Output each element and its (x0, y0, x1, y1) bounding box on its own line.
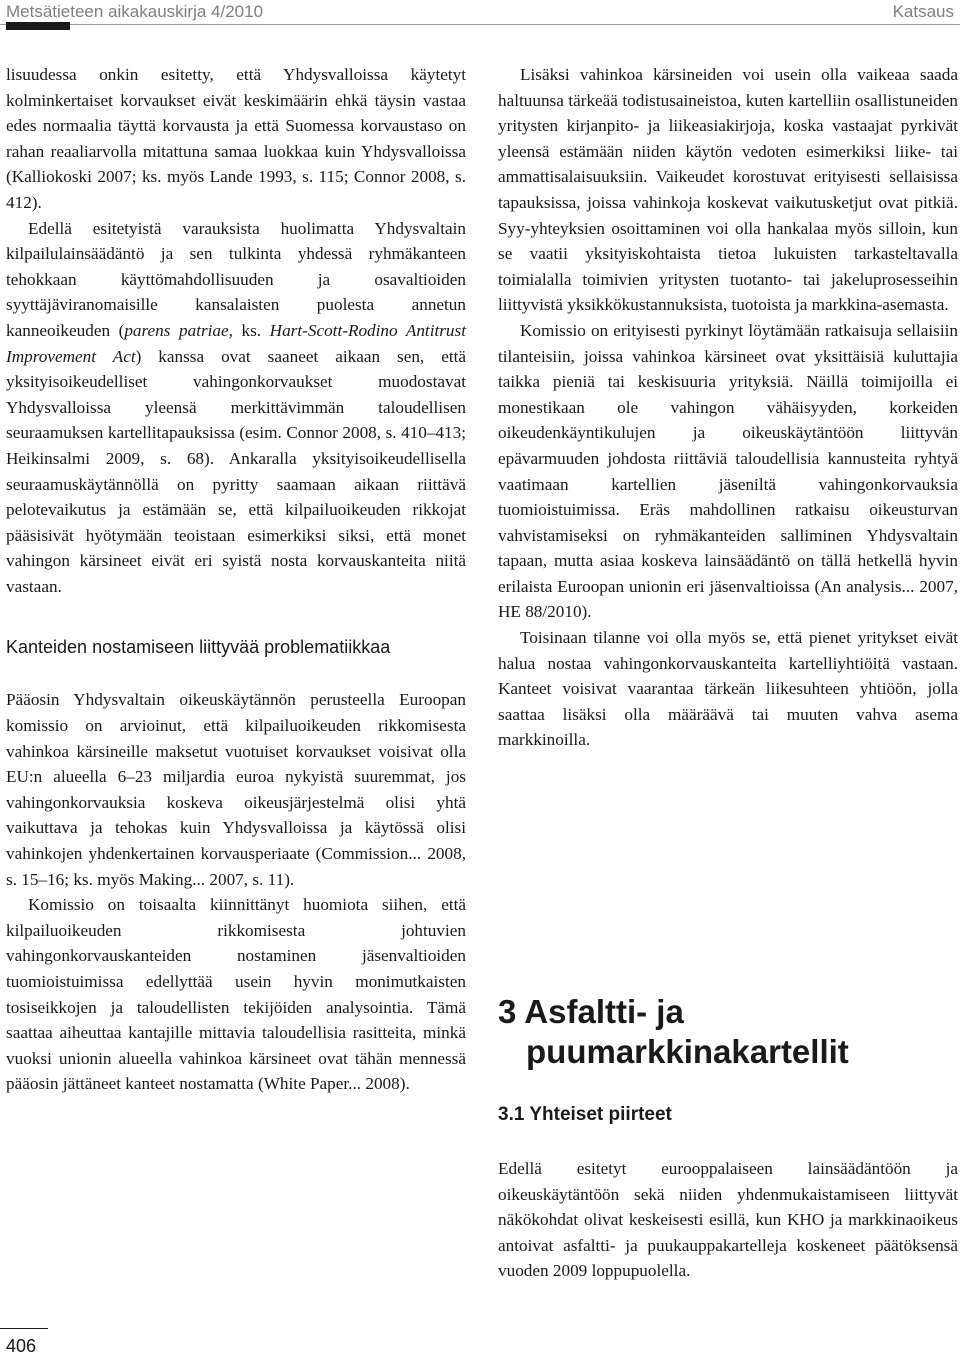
section-heading: 3.1 Yhteiset piirteet (498, 1104, 672, 1125)
italic-term: Hart-Scott-Rodino Antitrust Improvement Act (6, 320, 466, 366)
header-rule (0, 24, 960, 25)
paragraph-text: ks. (232, 320, 270, 340)
page-header (0, 0, 960, 36)
paragraph: Pääosin Yhdysvaltain oikeuskäytännön perusteella Euroopan komissio on arvioinut, että kilpailuoikeuden rikkomisesta vahinkoa kärsineille maksetut vuotuiset korvaukset voisivat olla EU:n alueella 6–23 miljardia euroa nykyistä suuremmat, jos vahingonkorvauksia koskeva oikeusjärjestelmä olisi yhtä vaikuttava ja tehokas kuin Yhdysvalloissa ja käytössä olisi vahinkojen yhdenkertainen korvausperiaate (Commission... 2008, s. 15–16; ks. myös Making... 2007, s. 11). (6, 690, 466, 889)
paragraph: lisuudessa onkin esitetty, että Yhdysvalloissa käytetyt kolminkertaiset korvaukset eivät keskimäärin ehkä täysin vastaa edes normaalia täyttä korvausta ja että Suomessa korvaustaso on rahan reaaliarvolla mitattuna samaa luokkaa kuin Yhdysvalloissa (Kalliokoski 2007; ks. myös Lande 1993, s. 115; Connor 2008, s. 412). (6, 65, 466, 212)
page-number: 406 (6, 1336, 37, 1356)
header-bar (6, 22, 70, 30)
footer-rule (0, 1328, 48, 1329)
subheading: Kanteiden nostamiseen liittyvää problematiikkaa (6, 637, 391, 658)
paragraph-text: Edellä esitetyistä varauksista huolimatta Yhdysvaltain kilpailulainsäädäntö ja sen tulkinta yhdessä ryhmäkanteen tehokkaan käyttömahdollisuuden ja osavaltioiden syyttäjäviranomaisille kansalaisten puolesta annetun kanneoikeuden ( (6, 218, 466, 340)
chapter-heading: 3 Asfaltti- ja puumarkkinakartellit (498, 993, 849, 1070)
paragraph: Edellä esitetyt eurooppalaiseen lainsäädäntöön ja oikeuskäytäntöön sekä niiden yhdenmukaistamiseen liittyvät näkökohdat olivat keskeisesti esillä, kun KHO ja markkinaoikeus antoivat asfaltti- ja puukauppakartelleja koskeneet päätöksensä vuoden 2009 loppupuolella. (498, 1159, 958, 1281)
journal-title: Metsätieteen aikakauskirja 4/2010 (6, 2, 264, 21)
paragraph: Toisinaan tilanne voi olla myös se, että pienet yritykset eivät halua nostaa vahingonkorvauskanteita kartelliyhtiöitä vastaan. Kanteet voisivat vaarantaa tärkeän liikesuhteen yhtiöön, jolla saattaa lisäksi olla määräävä tai muuten vahva asema markkinoilla. (498, 628, 958, 750)
left-column (6, 62, 466, 1097)
paragraph: Komissio on erityisesti pyrkinyt löytämään ratkaisuja sellaisiin tilanteisiin, joissa vahinkoa kärsineet ovat yksittäisiä kuluttajia taikka pieniä tai keskisuuria yrityksiä. Näillä toimijoilla ei monestikaan ole vahingon vähäisyyden, korkeiden oikeudenkäyntikulujen ja oikeuskäytäntöön liittyvän epävarmuuden johdosta riittäviä taloudellisia kannusteita ryhtyä vaatimaan kartellien jäseniltä vahingonkorvauksia tuomioistuimissa. Eräs mahdollinen ratkaisu oikeusturvan vahvistamiseksi on ryhmäkanteiden salliminen Yhdysvaltain tapaan, mutta asiaa koskeva lainsäädäntö on tällä hetkellä hyvin erilaista Euroopan unionin eri jäsenvaltioissa (An analysis... 2007, HE 88/2010). (498, 320, 958, 622)
paragraph: Komissio on toisaalta kiinnittänyt huomiota siihen, että kilpailuoikeuden rikkomisesta johtuvien vahingonkorvauskanteiden nostaminen jäsenvaltioiden tuomioistuimissa edellyttää usein hyvin monimutkaisten tosiseikkojen ja taloudellisten tekijöiden analysointia. Tämä saattaa aiheuttaa kantajille mittavia taloudellisia rasitteita, minkä vuoksi unionin alueella vahinkoa kärsineet ovat tähän mennessä pääosin jättäneet kanteet nostamatta (White Paper... 2008). (6, 895, 466, 1094)
paragraph: Lisäksi vahinkoa kärsineiden voi usein olla vaikeaa saada haltuunsa tärkeää todistusaineistoa, kuten kartelliin osallistuneiden yritysten kirjanpito- ja liikeasiakirjoja, koska vastaajat pyrkivät yleensä estämään niiden käytön vedoten esimerkiksi liike- tai ammattisalaisuuksiin. Vaikeudet korostuvat erityisesti sellaisissa tapauksissa, joissa vahinkoja koskevat vaikutusketjut ovat pitkiä. Syy-yhteyksien osoittaminen voi olla hankalaa myös silloin, kun se vaatii yksityiskohtaista tietoa lukuisten tarkasteltavalla toimialalla toimivien yritysten tuotanto- tai jakeluprosesseihin liittyvistä yksikkökustannuksista, tuotoista ja markkina-asemasta. (498, 65, 958, 315)
right-column-lower (498, 1156, 958, 1284)
paragraph-text: ) kanssa ovat saaneet aikaan sen, että yksityisoikeudelliset vahingonkorvaukset muodostavat Yhdysvalloissa yleensä merkittävimmän taloudellisen seuraamuksen kartellitapauksissa (esim. Connor 2008, s. 410–413; Heikinsalmi 2009, s. 68). Ankaralla yksityisoikeudellisella seuraamuskäytännöllä on pyritty saamaan aikaan riittävä pelotevaikutus ja estämään se, että kilpailuoikeuden rikkojat pääsisivät hyötymään teoistaan esimerkiksi siksi, että monet vahingon kärsineet eivät eri syistä nosta korvauskanteita niitä vastaan. (6, 346, 466, 596)
paragraph (6, 216, 466, 600)
italic-term: parens patriae, (124, 320, 233, 340)
section-label: Katsaus (892, 2, 954, 21)
right-column (498, 62, 958, 753)
